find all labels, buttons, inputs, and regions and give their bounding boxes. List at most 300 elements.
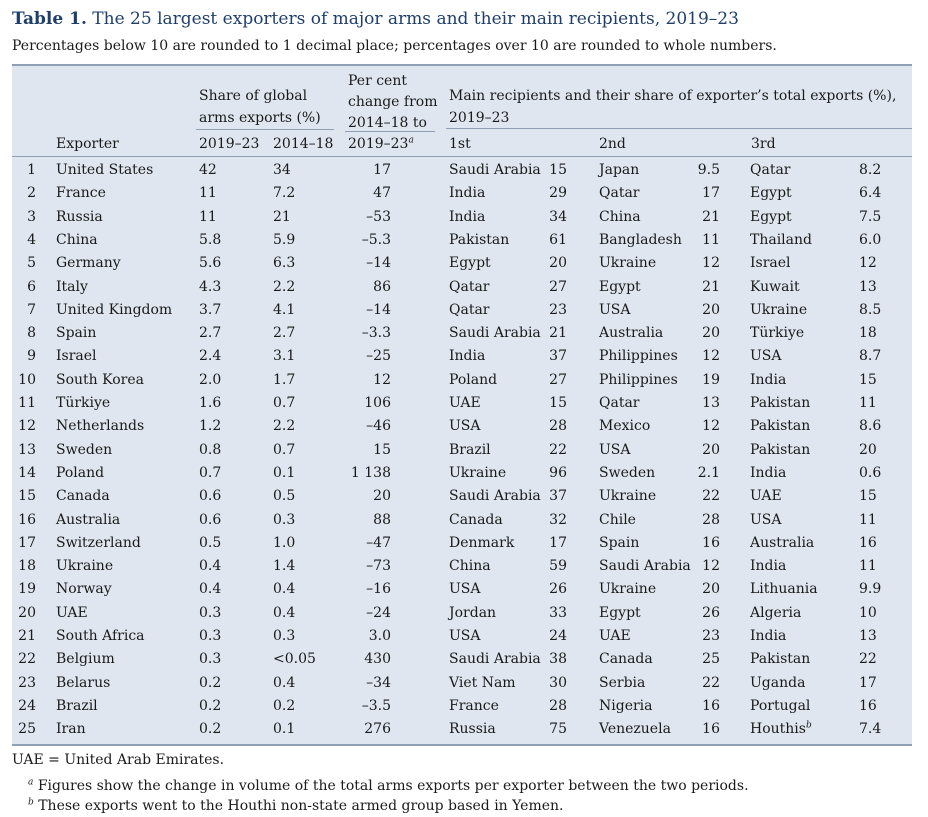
footnote-b bbox=[28, 798, 563, 814]
exporter-cell bbox=[56, 252, 121, 275]
second-recipient-cell bbox=[599, 159, 639, 182]
third-recipient-cell-text: USA bbox=[750, 511, 782, 528]
rank-cell-text: 23 bbox=[18, 674, 36, 691]
third-share-cell-text: 15 bbox=[859, 488, 877, 505]
share-2019-23-cell bbox=[199, 602, 221, 625]
first-share-cell bbox=[549, 485, 567, 508]
second-recipient-cell-text: USA bbox=[599, 441, 631, 458]
rank-cell bbox=[18, 509, 36, 532]
third-share-cell-text: 8.7 bbox=[859, 348, 882, 365]
second-recipient-cell-text: China bbox=[599, 208, 641, 225]
change-cell bbox=[366, 252, 391, 275]
share-2014-18-cell-text: 0.2 bbox=[273, 697, 296, 714]
header-bottom-rule bbox=[12, 156, 912, 157]
rank-cell bbox=[18, 485, 36, 508]
first-share-cell-text: 15 bbox=[549, 395, 567, 411]
exporter-cell bbox=[56, 532, 141, 555]
share-2019-23-cell-text: 4.3 bbox=[199, 278, 222, 295]
second-share-cell-text: 28 bbox=[702, 511, 720, 528]
change-cell bbox=[373, 159, 391, 182]
change-cell-text: 17 bbox=[373, 162, 391, 178]
third-recipient-cell bbox=[750, 206, 792, 229]
first-recipient-cell-text: Poland bbox=[449, 371, 498, 388]
second-recipient-cell bbox=[599, 369, 678, 392]
first-recipient-cell-text: India bbox=[449, 185, 486, 202]
exporter-cell bbox=[56, 602, 88, 625]
second-share-cell bbox=[698, 462, 720, 485]
second-share-cell bbox=[702, 322, 720, 345]
change-cell-text: –25 bbox=[366, 348, 391, 365]
change-cell bbox=[366, 602, 391, 625]
exporter-cell bbox=[56, 648, 115, 671]
first-recipient-cell-text: France bbox=[449, 697, 499, 714]
first-recipient-cell-text: USA bbox=[449, 628, 481, 644]
rank-cell-text: 5 bbox=[27, 255, 36, 272]
third-recipient-cell bbox=[750, 322, 804, 345]
first-share-cell-text: 20 bbox=[549, 255, 567, 272]
change-cell-text: 276 bbox=[364, 721, 391, 738]
first-share-cell bbox=[549, 439, 567, 462]
change-cell-text: –14 bbox=[366, 301, 391, 318]
exporter-cell-text: Australia bbox=[56, 511, 121, 528]
third-recipient-cell-text: Uganda bbox=[750, 674, 806, 691]
share-2019-23-cell-text: 0.8 bbox=[199, 441, 222, 458]
first-recipient-cell-text: USA bbox=[449, 581, 481, 598]
share-2014-18-cell-text: 3.1 bbox=[273, 348, 296, 365]
second-share-cell-text: 16 bbox=[702, 534, 720, 551]
change-cell-text: 86 bbox=[373, 278, 391, 295]
exporter-cell-text: Belgium bbox=[56, 651, 115, 668]
second-recipient-cell bbox=[599, 555, 691, 578]
first-share-cell bbox=[549, 392, 567, 415]
share-2014-18-cell bbox=[273, 415, 295, 438]
exporter-cell bbox=[56, 206, 103, 229]
second-share-cell-text: 2.1 bbox=[697, 464, 720, 481]
rank-cell-text: 22 bbox=[18, 651, 36, 668]
third-recipient-cell bbox=[750, 369, 786, 392]
header-exporter: Exporter bbox=[56, 136, 119, 152]
first-recipient-cell bbox=[449, 159, 541, 182]
share-2019-23-cell-text: 2.7 bbox=[199, 325, 222, 342]
first-share-cell bbox=[549, 299, 567, 322]
second-share-cell-text: 19 bbox=[702, 371, 720, 388]
rank-cell-text: 4 bbox=[27, 231, 36, 248]
table-subtitle: Percentages below 10 are rounded to 1 decimal place; percentages over 10 are rounded to whole numbers. bbox=[12, 38, 777, 54]
exporter-cell bbox=[56, 322, 96, 345]
first-share-cell-text: 37 bbox=[549, 488, 567, 505]
third-recipient-cell-text: India bbox=[750, 558, 787, 575]
share-2014-18-cell-text: 7.2 bbox=[273, 185, 296, 202]
share-2019-23-cell bbox=[199, 578, 221, 601]
first-recipient-cell-text: Denmark bbox=[449, 534, 515, 551]
exporter-cell bbox=[56, 672, 110, 695]
share-2014-18-cell-text: 1.0 bbox=[273, 534, 296, 551]
share-2014-18-cell bbox=[273, 578, 295, 601]
share-2019-23-cell bbox=[199, 439, 221, 462]
rank-cell bbox=[27, 252, 36, 275]
second-share-cell-text: 25 bbox=[702, 651, 720, 668]
rank-cell bbox=[18, 625, 36, 648]
first-share-cell bbox=[549, 462, 567, 485]
change-cell bbox=[362, 695, 391, 718]
first-recipient-cell-text: Canada bbox=[449, 511, 503, 528]
first-recipient-cell bbox=[449, 509, 503, 532]
first-share-cell bbox=[549, 718, 567, 741]
exporter-cell bbox=[56, 439, 112, 462]
second-recipient-cell bbox=[599, 392, 640, 415]
share-2019-23-cell bbox=[199, 532, 221, 555]
table-title bbox=[12, 9, 739, 29]
first-share-cell-text: 27 bbox=[549, 278, 567, 295]
footnote-b-mark: b bbox=[28, 797, 34, 808]
third-recipient-cell bbox=[750, 555, 786, 578]
share-2014-18-cell bbox=[273, 299, 295, 322]
third-recipient-cell bbox=[750, 695, 810, 718]
third-share-cell bbox=[859, 299, 881, 322]
change-cell-text: 1 138 bbox=[350, 464, 391, 481]
share-2014-18-cell-text: <0.05 bbox=[273, 651, 316, 668]
rank-cell bbox=[18, 369, 36, 392]
second-recipient-cell-text: USA bbox=[599, 301, 631, 318]
share-header-rule bbox=[196, 129, 334, 130]
first-share-cell-text: 28 bbox=[549, 418, 567, 435]
second-recipient-cell bbox=[599, 462, 655, 485]
rank-cell bbox=[27, 159, 36, 182]
first-share-cell bbox=[549, 648, 567, 671]
change-cell-text: 3.0 bbox=[368, 628, 391, 644]
change-cell bbox=[362, 322, 391, 345]
rank-cell bbox=[18, 602, 36, 625]
third-share-cell bbox=[859, 182, 881, 205]
second-share-cell bbox=[702, 532, 720, 555]
share-2014-18-cell bbox=[273, 532, 295, 555]
change-cell bbox=[366, 299, 391, 322]
first-share-cell-text: 32 bbox=[549, 511, 567, 528]
third-share-cell-text: 22 bbox=[859, 651, 877, 668]
share-2019-23-cell bbox=[199, 485, 221, 508]
share-2014-18-cell-text: 21 bbox=[273, 208, 291, 225]
second-recipient-cell bbox=[599, 695, 653, 718]
third-recipient-cell bbox=[750, 532, 814, 555]
rank-cell bbox=[18, 392, 36, 415]
third-recipient-cell bbox=[750, 392, 810, 415]
share-2014-18-cell bbox=[273, 182, 295, 205]
third-share-cell-text: 7.4 bbox=[859, 721, 882, 738]
rank-cell-text: 12 bbox=[18, 418, 36, 435]
exporter-cell bbox=[56, 718, 86, 741]
share-2014-18-cell-text: 1.7 bbox=[273, 371, 296, 388]
exporter-cell bbox=[56, 462, 104, 485]
change-cell bbox=[362, 229, 391, 252]
exporter-cell bbox=[56, 159, 153, 182]
second-share-cell-text: 16 bbox=[702, 697, 720, 714]
share-2014-18-cell bbox=[273, 229, 295, 252]
first-share-cell bbox=[549, 322, 567, 345]
footnote-abbreviation: UAE = United Arab Emirates. bbox=[12, 752, 225, 768]
rank-cell bbox=[18, 695, 36, 718]
third-share-cell bbox=[859, 695, 877, 718]
footnote-a-text: Figures show the change in volume of the total arms exports per exporter between the two periods. bbox=[37, 778, 749, 794]
first-share-cell-text: 59 bbox=[549, 558, 567, 575]
exporter-cell bbox=[56, 299, 172, 322]
third-share-cell bbox=[859, 252, 877, 275]
share-2019-23-cell-text: 5.8 bbox=[199, 231, 222, 248]
third-share-cell-text: 0.6 bbox=[859, 464, 882, 481]
second-share-cell bbox=[702, 392, 720, 415]
change-cell-text: –14 bbox=[366, 255, 391, 272]
third-recipient-cell bbox=[750, 345, 782, 368]
change-cell-text: 47 bbox=[373, 185, 391, 202]
third-recipient-cell-text: Pakistan bbox=[750, 418, 811, 435]
third-share-cell bbox=[859, 322, 877, 345]
rank-cell-text: 13 bbox=[18, 441, 36, 458]
second-share-cell-text: 17 bbox=[702, 185, 720, 202]
share-2019-23-cell bbox=[199, 462, 221, 485]
third-share-cell bbox=[859, 602, 877, 625]
footnote-a-mark: a bbox=[28, 777, 34, 788]
change-cell bbox=[364, 392, 391, 415]
first-recipient-cell-text: Egypt bbox=[449, 255, 491, 272]
rank-cell-text: 14 bbox=[18, 464, 36, 481]
rank-cell bbox=[18, 578, 36, 601]
second-recipient-cell bbox=[599, 509, 636, 532]
third-recipient-cell-text: India bbox=[750, 371, 787, 388]
footnote-b-text: These exports went to the Houthi non-state armed group based in Yemen. bbox=[38, 798, 564, 814]
exporter-cell-text: South Korea bbox=[56, 371, 144, 388]
second-share-cell-text: 26 bbox=[702, 604, 720, 621]
second-recipient-cell-text: Philippines bbox=[599, 371, 678, 388]
first-recipient-cell-text: Viet Nam bbox=[449, 674, 516, 691]
header-recipients-line2: 2019–23 bbox=[449, 110, 510, 126]
change-cell-text: –53 bbox=[366, 208, 391, 225]
share-2019-23-cell-text: 11 bbox=[199, 185, 217, 202]
third-share-cell-text: 16 bbox=[859, 534, 877, 551]
rank-cell-text: 1 bbox=[27, 162, 36, 178]
third-recipient-cell bbox=[750, 625, 786, 648]
change-cell-text: –46 bbox=[366, 418, 391, 435]
second-recipient-cell bbox=[599, 182, 640, 205]
first-share-cell bbox=[549, 182, 567, 205]
second-share-cell bbox=[702, 276, 720, 299]
second-recipient-cell-text: Ukraine bbox=[599, 581, 657, 598]
second-recipient-cell bbox=[599, 578, 656, 601]
second-share-cell-text: 16 bbox=[702, 721, 720, 738]
first-recipient-cell bbox=[449, 252, 491, 275]
third-share-cell bbox=[859, 229, 881, 252]
rank-cell bbox=[18, 555, 36, 578]
first-recipient-cell-text: Jordan bbox=[449, 604, 497, 621]
first-share-cell bbox=[549, 159, 567, 182]
third-recipient-cell-text: Thailand bbox=[750, 231, 812, 248]
exporter-cell bbox=[56, 555, 113, 578]
change-cell bbox=[373, 485, 391, 508]
first-share-cell-text: 22 bbox=[549, 441, 567, 458]
share-2014-18-cell-text: 2.2 bbox=[273, 278, 296, 295]
first-recipient-cell bbox=[449, 229, 509, 252]
third-recipient-cell-text: UAE bbox=[750, 488, 782, 505]
second-share-cell bbox=[702, 672, 720, 695]
third-share-cell bbox=[859, 345, 881, 368]
second-recipient-cell-text: Philippines bbox=[599, 348, 678, 365]
rank-cell-text: 19 bbox=[18, 581, 36, 598]
second-recipient-cell bbox=[599, 415, 650, 438]
second-share-cell-text: 22 bbox=[702, 674, 720, 691]
second-share-cell-text: 20 bbox=[702, 581, 720, 598]
change-cell-text: –3.5 bbox=[361, 697, 391, 714]
table-row bbox=[12, 159, 912, 183]
footnote-a bbox=[28, 778, 749, 794]
second-share-cell bbox=[702, 578, 720, 601]
third-recipient-cell-text: Pakistan bbox=[750, 441, 811, 458]
change-cell bbox=[366, 532, 391, 555]
second-share-cell bbox=[698, 159, 720, 182]
share-2019-23-cell bbox=[199, 415, 221, 438]
first-share-cell bbox=[549, 509, 567, 532]
share-2019-23-cell bbox=[199, 625, 221, 648]
change-cell bbox=[366, 672, 391, 695]
second-recipient-cell-text: Australia bbox=[599, 325, 664, 342]
table-row bbox=[12, 532, 912, 556]
first-share-cell bbox=[549, 695, 567, 718]
table-row bbox=[12, 369, 912, 393]
first-recipient-cell bbox=[449, 648, 541, 671]
header-period-2019-23: 2019–23 bbox=[199, 136, 260, 152]
third-recipient-cell-text: Egypt bbox=[750, 208, 792, 225]
third-recipient-cell-text: Pakistan bbox=[750, 651, 811, 668]
second-share-cell bbox=[702, 299, 720, 322]
second-recipient-cell bbox=[599, 602, 641, 625]
first-share-cell-text: 15 bbox=[549, 162, 567, 178]
exporter-cell bbox=[56, 578, 112, 601]
second-share-cell-text: 9.5 bbox=[697, 162, 720, 178]
third-share-cell bbox=[859, 648, 877, 671]
share-2019-23-cell-text: 0.6 bbox=[199, 488, 222, 505]
share-2014-18-cell bbox=[273, 322, 295, 345]
share-2014-18-cell bbox=[273, 695, 295, 718]
third-recipient-cell bbox=[750, 182, 792, 205]
first-share-cell-text: 34 bbox=[549, 208, 567, 225]
change-cell-text: 20 bbox=[373, 488, 391, 505]
table-row bbox=[12, 462, 912, 486]
first-recipient-cell-text: Saudi Arabia bbox=[449, 488, 541, 505]
first-share-cell-text: 24 bbox=[549, 628, 567, 644]
third-recipient-cell-text: Pakistan bbox=[750, 395, 811, 411]
third-share-cell bbox=[859, 555, 877, 578]
first-recipient-cell bbox=[449, 322, 541, 345]
second-recipient-cell bbox=[599, 439, 631, 462]
first-recipient-cell bbox=[449, 439, 491, 462]
third-share-cell-text: 17 bbox=[859, 674, 877, 691]
third-recipient-cell-text: India bbox=[750, 628, 787, 644]
share-2014-18-cell-text: 0.7 bbox=[273, 395, 296, 411]
second-recipient-cell-text: Ukraine bbox=[599, 488, 657, 505]
share-2014-18-cell bbox=[273, 369, 295, 392]
third-share-cell-text: 6.0 bbox=[859, 231, 882, 248]
third-share-cell bbox=[859, 625, 877, 648]
share-2019-23-cell-text: 0.3 bbox=[199, 651, 222, 668]
rank-cell bbox=[27, 182, 36, 205]
first-recipient-cell bbox=[449, 602, 496, 625]
third-share-cell bbox=[859, 276, 877, 299]
share-2019-23-cell bbox=[199, 648, 221, 671]
exporter-cell-text: Germany bbox=[56, 255, 121, 272]
second-recipient-cell-text: Bangladesh bbox=[599, 231, 682, 248]
first-share-cell-text: 27 bbox=[549, 371, 567, 388]
second-share-cell bbox=[702, 415, 720, 438]
exporter-cell bbox=[56, 392, 110, 415]
first-share-cell-text: 17 bbox=[549, 534, 567, 551]
share-2019-23-cell bbox=[199, 369, 221, 392]
header-recipients-line1: Main recipients and their share of exporter’s total exports (%), bbox=[449, 88, 897, 104]
second-recipient-cell bbox=[599, 485, 656, 508]
exporter-cell-text: UAE bbox=[56, 604, 88, 621]
share-2014-18-cell-text: 0.4 bbox=[273, 604, 296, 621]
share-2014-18-cell bbox=[273, 485, 295, 508]
change-cell-text: –16 bbox=[366, 581, 391, 598]
change-cell-text: 88 bbox=[373, 511, 391, 528]
third-share-cell-text: 12 bbox=[859, 255, 877, 272]
share-2014-18-cell bbox=[273, 648, 316, 671]
rank-cell bbox=[27, 229, 36, 252]
header-period-2014-18: 2014–18 bbox=[273, 136, 334, 152]
share-2014-18-cell-text: 2.7 bbox=[273, 325, 296, 342]
share-2014-18-cell bbox=[273, 625, 295, 648]
exporter-cell-text: Ukraine bbox=[56, 558, 114, 575]
share-2014-18-cell bbox=[273, 718, 295, 741]
second-recipient-cell bbox=[599, 718, 671, 741]
second-recipient-cell bbox=[599, 532, 639, 555]
first-share-cell bbox=[549, 415, 567, 438]
table-row bbox=[12, 299, 912, 323]
table-title-text: The 25 largest exporters of major arms and their main recipients, 2019–23 bbox=[92, 9, 739, 29]
header-third-recipient: 3rd bbox=[751, 136, 776, 152]
share-2019-23-cell-text: 0.2 bbox=[199, 674, 222, 691]
exporter-cell-text: United States bbox=[56, 162, 154, 178]
third-share-cell bbox=[859, 672, 877, 695]
first-recipient-cell bbox=[449, 578, 481, 601]
change-cell bbox=[366, 415, 391, 438]
rank-cell bbox=[27, 206, 36, 229]
second-recipient-cell-text: Canada bbox=[599, 651, 653, 668]
exporter-cell-text: Italy bbox=[56, 278, 88, 295]
share-2019-23-cell-text: 0.3 bbox=[199, 604, 222, 621]
first-recipient-cell-text: Ukraine bbox=[449, 464, 507, 481]
third-recipient-cell bbox=[750, 229, 812, 252]
exporter-cell bbox=[56, 509, 120, 532]
third-share-cell-text: 8.2 bbox=[859, 162, 882, 178]
table-row bbox=[12, 485, 912, 509]
rank-cell-text: 18 bbox=[18, 558, 36, 575]
second-share-cell-text: 21 bbox=[702, 278, 720, 295]
first-recipient-cell bbox=[449, 532, 514, 555]
share-2014-18-cell bbox=[273, 345, 295, 368]
change-cell-text: –47 bbox=[366, 534, 391, 551]
second-recipient-cell-text: Ukraine bbox=[599, 255, 657, 272]
second-recipient-cell-text: Chile bbox=[599, 511, 636, 528]
exporter-cell bbox=[56, 369, 144, 392]
share-2019-23-cell bbox=[199, 672, 221, 695]
first-share-cell-text: 61 bbox=[549, 231, 567, 248]
first-recipient-cell bbox=[449, 392, 481, 415]
second-recipient-cell-text: UAE bbox=[599, 628, 631, 644]
table-row bbox=[12, 276, 912, 300]
third-recipient-cell-text: Kuwait bbox=[750, 278, 800, 295]
share-2014-18-cell-text: 34 bbox=[273, 162, 291, 178]
share-2014-18-cell bbox=[273, 462, 295, 485]
third-recipient-cell bbox=[750, 299, 807, 322]
first-recipient-cell-text: Saudi Arabia bbox=[449, 162, 541, 178]
share-2014-18-cell-text: 0.5 bbox=[273, 488, 296, 505]
